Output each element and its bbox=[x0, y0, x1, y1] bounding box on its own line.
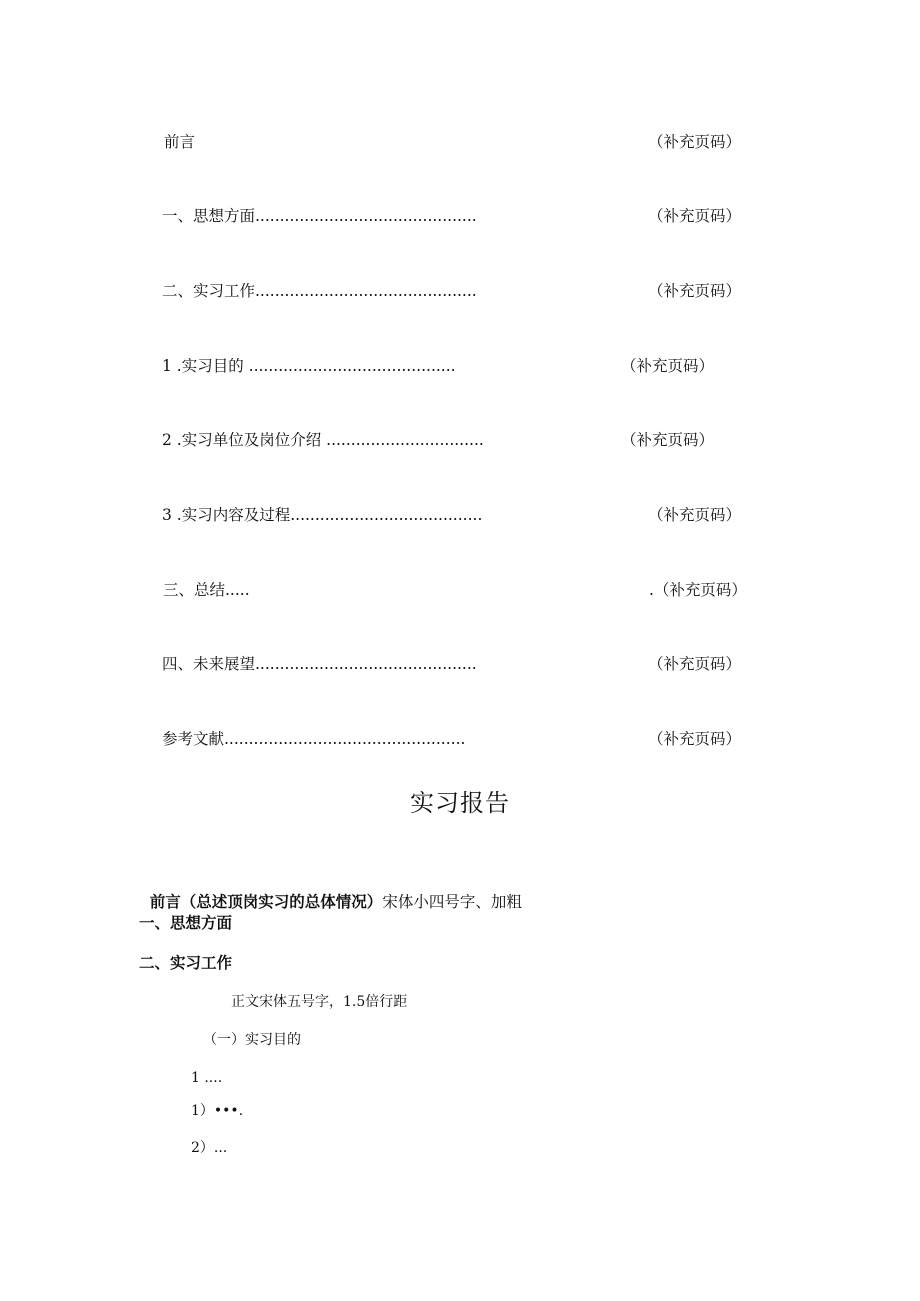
toc-entry-page: （补充页码） bbox=[648, 282, 742, 300]
toc-entry-label: 四、未来展望............................................. bbox=[162, 655, 477, 673]
toc-entry-label: 参考文献................................................. bbox=[162, 730, 466, 748]
toc-entry-label: 三、总结..... bbox=[163, 581, 250, 599]
toc-entry-label: 2 .实习单位及岗位介绍 ................................ bbox=[162, 431, 484, 449]
toc-entry-page: （补充页码） bbox=[648, 207, 742, 225]
report-title: 实习报告 bbox=[410, 789, 510, 817]
body-format-note: 正文宋体五号字，1.5倍行距 bbox=[231, 994, 408, 1010]
toc-entry-page: .（补充页码） bbox=[649, 581, 747, 599]
preface-format-note: 宋体小四号字、加粗 bbox=[382, 893, 522, 911]
toc-entry-label: 一、思想方面............................................. bbox=[162, 207, 477, 225]
toc-entry-page: （补充页码） bbox=[648, 655, 742, 673]
toc-entry-label: 1 .实习目的 .......................................... bbox=[162, 357, 456, 375]
toc-entry-page: （补充页码） bbox=[648, 506, 742, 524]
toc-entry-page: （补充页码） bbox=[621, 431, 715, 449]
toc-entry-page: （补充页码） bbox=[648, 730, 742, 748]
preface-heading bbox=[139, 872, 522, 912]
toc-entry-label: 3 .实习内容及过程....................................... bbox=[162, 506, 483, 524]
list-item: 1 .... bbox=[191, 1070, 223, 1086]
list-item: 2）... bbox=[191, 1140, 228, 1156]
subsection-heading: （一）实习目的 bbox=[203, 1032, 301, 1048]
toc-entry-label: 前言 bbox=[164, 133, 196, 151]
toc-entry-label: 二、实习工作............................................. bbox=[162, 282, 477, 300]
toc-entry-page: （补充页码） bbox=[621, 357, 715, 375]
section-heading-work: 二、实习工作 bbox=[139, 954, 233, 972]
toc-entry-page: （补充页码） bbox=[648, 133, 742, 151]
list-item: 1）•••. bbox=[191, 1103, 244, 1119]
preface-heading-text: 前言（总述顶岗实习的总体情况） bbox=[149, 893, 383, 911]
section-heading-thought: 一、思想方面 bbox=[139, 914, 233, 932]
